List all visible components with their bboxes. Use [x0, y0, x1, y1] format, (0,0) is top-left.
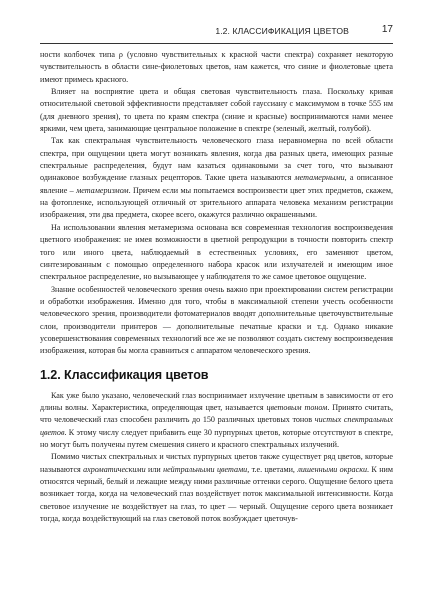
text-run: . К ним относятся черный, белый и лежащие между ними различные оттенки серого. Ощущение белого цвета возникает тогда, когда на человеческий глаз воздействует поток максимальной интенсивности. Когда световое излучение не воздействует на глаз, то цвет — черный. Ощущение серого цвета возникает тогда, когда воздействующий на глаз световой поток возбуждает цветочув-	[40, 464, 393, 524]
text-run: Как уже было указано, человеческий глаз воспринимает излучение цветным в зависимости от его длины волны. Характеристика, определяющая цвет, называется	[40, 390, 393, 412]
italic-term: чистых спектральных цветов	[40, 415, 393, 437]
text-run: Помимо чистых спектральных и чистых пурпурных цветов также существует ряд цветов, которые называются	[40, 452, 393, 474]
paragraph	[40, 284, 393, 358]
page-number: 17	[381, 24, 393, 35]
text-run: . Принято считать, что человеческий глаз способен различить до 150 различных цветовых тонов	[40, 402, 393, 425]
running-title: 1.2. КЛАССИФИКАЦИЯ ЦВЕТОВ	[215, 26, 349, 36]
text-run: Так как спектральная чувствительность человеческого глаза неравномерна по всей области спектра, при ощущении цвета могут возникать явления, когда два разных цвета, имеющих разные спектральные распределения, будут нам казаться одинаковыми за счет того, что вызывают одинаковое возбуждение глазных рецепторов. Такие цвета называются	[40, 136, 393, 183]
text-block-2	[40, 390, 393, 526]
paragraph	[40, 135, 393, 221]
text-run: . К этому числу следует прибавить еще 30 пурпурных цветов, которые отсутствуют в спектре, но могут быть получены путем смешения синего и красного спектральных излучений.	[40, 427, 393, 449]
page-header	[0, 0, 431, 52]
text-run: или	[145, 464, 164, 474]
italic-term: нейтральными цветами	[163, 464, 248, 474]
text-block-1	[40, 49, 393, 358]
text-run: Влияет на восприятие цвета и общая световая чувствительность глаза. Поскольку кривая относительной световой эффективности представляет собой гауссиану с максимумом в точке 555 нм (для дневного зрения), то цвета по краям спектра (синие и красные) воспринимаются нами менее яркими, чем цвета, занимающие центральное положение в спектре (зеленый, желтый, голубой).	[40, 87, 393, 134]
text-run: , т.е. цветами,	[247, 464, 298, 474]
paragraph	[40, 451, 393, 525]
text-run: На использовании явления метамеризма основана вся современная технология воспроизведения цветного изображения: не имея возможности в цветной репродукции в точности повторить спектр того или иного цвета, наблюдаемый в естественных условиях, его заменяют цветом, синтезированным с помощью определенного набора красок или излучателей и имеющим иное спектральное распределение, но вызывающее у наблюдателя то же самое цветовое ощущение.	[40, 222, 393, 282]
paragraph	[40, 86, 393, 135]
text-run: ности колбочек типа ρ (условно чувствительных к красной части спектра) сохраняет некоторую чувствительность в области сине-фиолетовых цветов, нам кажется, что синие и фиолетовые цвета имеют примесь красного.	[40, 50, 393, 84]
italic-term: лишенными окраски	[297, 464, 368, 474]
italic-term: цветовым тоном	[266, 402, 328, 412]
text-run: . Причем если мы попытаемся воспроизвести цвет этих предметов, скажем, на фотопленке, использующей отличный от зрительного аппарата человека механизм регистрации изображения, эти два предмета, скорее всего, окажутся различно окрашенными.	[40, 185, 393, 220]
section-heading: 1.2. Классификация цветов	[40, 367, 209, 382]
paragraph	[40, 222, 393, 284]
italic-term: метамеризмом	[76, 185, 129, 195]
italic-term: метамерными	[294, 173, 345, 183]
paragraph	[40, 49, 393, 86]
text-run: Знание особенностей человеческого зрения очень важно при проектировании систем регистрации и обработки изображения. Именно для того, чтобы в максимальной степени учесть особенности человеческого зрения, производители фотоматериалов вводят дополнительные цветочувствительные слои, производители принтеров — дополнительные печатные краски и т.д. Однако никакие усовершенствования современных технологий все же не позволяют создать систему воспроизведения изображения, которая бы могла сравниться с аппаратом человеческого зрения.	[40, 284, 393, 356]
text-run: , а описанное явление –	[40, 173, 394, 195]
paragraph	[40, 390, 393, 452]
header-rule	[40, 43, 393, 44]
page-body	[40, 49, 393, 525]
italic-term: ахроматическими	[83, 464, 146, 474]
